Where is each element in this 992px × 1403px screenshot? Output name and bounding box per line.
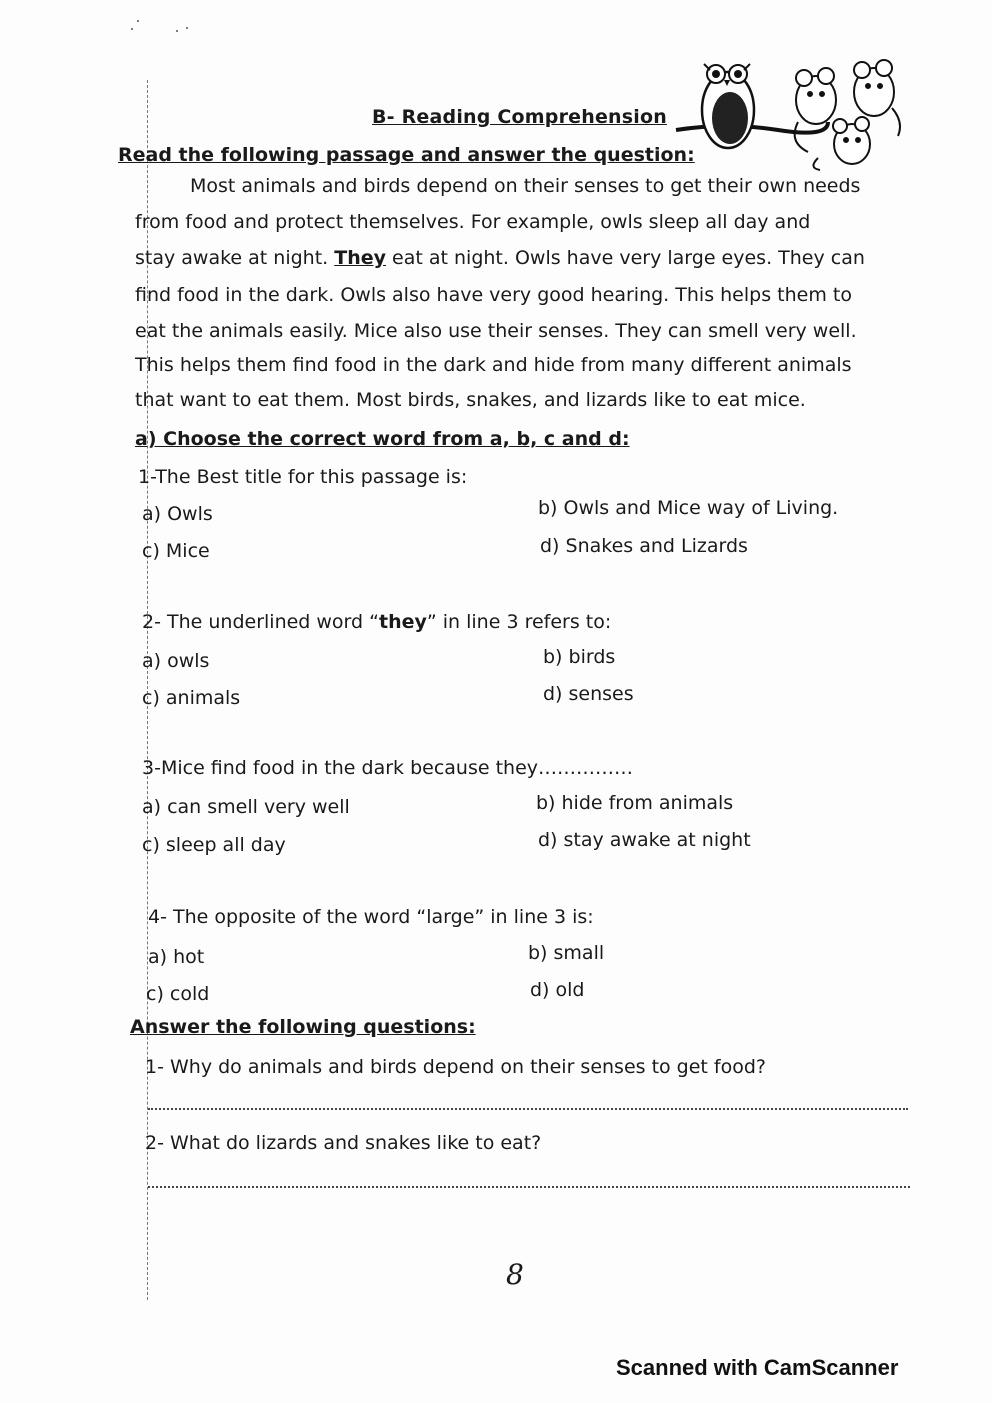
passage-text: stay awake at night. xyxy=(135,247,335,269)
passage-line-2: from food and protect themselves. For example, owls sleep all day and xyxy=(135,211,811,233)
passage-line-4: find food in the dark. Owls also have very good hearing. This helps them to xyxy=(135,284,852,306)
prompt-text: ” in line 3 refers to: xyxy=(426,611,612,633)
underlined-word: They xyxy=(334,247,387,269)
q1-option-c: c) Mice xyxy=(142,540,210,562)
q2-option-c: c) animals xyxy=(142,687,241,709)
question-1-prompt: 1-The Best title for this passage is: xyxy=(138,466,468,488)
q4-option-d: d) old xyxy=(530,979,585,1001)
scan-speck xyxy=(176,30,178,32)
q2-option-d: d) senses xyxy=(543,683,634,705)
answer-heading: Answer the following questions: xyxy=(130,1016,476,1038)
mcq-heading: a) Choose the correct word from a, b, c and d: xyxy=(135,428,630,450)
instruction: Read the following passage and answer the question: xyxy=(118,144,695,166)
answer-line-1[interactable] xyxy=(148,1108,908,1110)
q3-option-d: d) stay awake at night xyxy=(538,829,751,851)
q1-option-a: a) Owls xyxy=(142,503,213,525)
q4-option-a: a) hot xyxy=(148,946,205,968)
scan-speck xyxy=(131,28,133,30)
scan-speck xyxy=(137,20,139,22)
q3-option-a: a) can smell very well xyxy=(142,796,350,818)
prompt-text: 2- The underlined word “ xyxy=(142,611,379,633)
scan-speck xyxy=(186,27,188,29)
question-2-prompt xyxy=(142,611,611,633)
q1-option-d: d) Snakes and Lizards xyxy=(540,535,748,557)
passage-line-6: This helps them find food in the dark and hide from many different animals xyxy=(135,354,852,376)
q2-option-a: a) owls xyxy=(142,650,210,672)
passage-line-7: that want to eat them. Most birds, snakes, and lizards like to eat mice. xyxy=(135,389,806,411)
owl-icon xyxy=(702,64,754,148)
page-number: 8 xyxy=(506,1258,524,1291)
section-title: B- Reading Comprehension xyxy=(372,106,667,128)
q3-option-c: c) sleep all day xyxy=(142,834,286,856)
owl-and-mice-illustration xyxy=(668,52,908,172)
prompt-bold-word: they xyxy=(378,611,427,633)
scanner-watermark: Scanned with CamScanner xyxy=(616,1355,899,1380)
passage-line-1: Most animals and birds depend on their senses to get their own needs xyxy=(190,175,861,197)
q3-option-b: b) hide from animals xyxy=(536,792,734,814)
q4-option-c: c) cold xyxy=(146,983,210,1005)
open-question-1: 1- Why do animals and birds depend on their senses to get food? xyxy=(145,1056,767,1078)
answer-line-2[interactable] xyxy=(148,1186,910,1188)
question-3-prompt: 3-Mice find food in the dark because they…………… xyxy=(142,757,634,779)
mouse-icon xyxy=(813,117,870,170)
open-question-2: 2- What do lizards and snakes like to eat? xyxy=(145,1132,542,1154)
passage-line-3 xyxy=(135,247,865,269)
q2-option-b: b) birds xyxy=(543,646,616,668)
question-4-prompt: 4- The opposite of the word “large” in line 3 is: xyxy=(148,906,594,928)
passage-line-5: eat the animals easily. Mice also use their senses. They can smell very well. xyxy=(135,320,857,342)
q1-option-b: b) Owls and Mice way of Living. xyxy=(538,497,839,519)
q4-option-b: b) small xyxy=(528,942,605,964)
passage-text: eat at night. Owls have very large eyes. They can xyxy=(386,247,865,269)
mouse-icon xyxy=(795,68,836,152)
